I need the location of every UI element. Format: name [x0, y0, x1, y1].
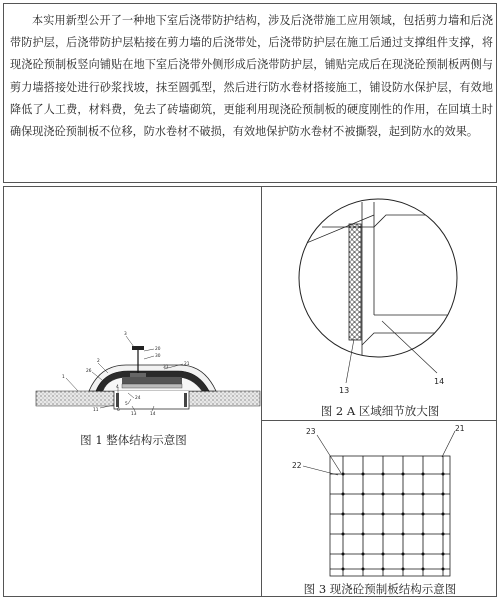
figure-1-panel	[3, 186, 262, 597]
figure-2-caption: 图 2 A 区域细节放大图	[320, 404, 440, 418]
label-3: 3	[124, 332, 127, 337]
label-14: 14	[150, 412, 156, 417]
label-6: 6	[117, 408, 120, 413]
label-13: 13	[131, 412, 137, 417]
figure-2-drawing	[262, 187, 498, 422]
label-2: 2	[97, 359, 100, 364]
label-11: 11	[93, 408, 99, 413]
label-1: 1	[62, 375, 65, 380]
figure-3-panel	[261, 420, 497, 597]
label-31: 31	[163, 365, 169, 370]
label-5: 5	[125, 402, 128, 407]
label-26: 26	[86, 369, 92, 374]
label-30: 30	[155, 354, 161, 359]
label-24: 24	[135, 396, 141, 401]
figure-1-caption: 图 1 整体结构示意图	[80, 433, 187, 447]
label-20: 20	[155, 347, 161, 352]
label-4: 4	[116, 385, 119, 390]
precast-slab	[122, 377, 182, 388]
figure-2-panel	[261, 186, 497, 421]
label-21: 21	[184, 362, 190, 367]
abstract-text: 本实用新型公开了一种地下室后浇带防护结构，涉及后浇带施工应用领域，包括剪力墙和后浇带防护层，后浇带防护层粘接在剪力墙的后浇带处，后浇带防护层在施工后通过支撑组件支撑，将现浇砼预制板竖向铺贴在地下室后浇带外侧形成后浇带防护层，铺贴完成后在现浇砼预制板两侧与剪力墙搭接处进行砂浆找坡，抹至圆弧型，然后进行防水卷材搭接施工，铺设防水保护层，有效地降低了人工费，材料费，免去了砖墙砌筑，更能利用现浇砼预制板的硬度刚性的作用，在回填土时确保现浇砼预制板不位移，防水卷材不破损，有效地保护防水卷材不被撕裂，起到防水的效果。	[10, 14, 493, 139]
figure-3-caption: 图 3 现浇砼预制板结构示意图	[303, 582, 457, 596]
label-23: 23	[306, 427, 316, 436]
label-22: 22	[292, 461, 302, 470]
figure-3-drawing	[262, 421, 498, 598]
label-21: 21	[455, 424, 465, 433]
figure-1-drawing	[4, 187, 263, 598]
label-14: 14	[434, 377, 445, 386]
abstract-box	[3, 3, 497, 183]
label-13: 13	[339, 386, 350, 395]
